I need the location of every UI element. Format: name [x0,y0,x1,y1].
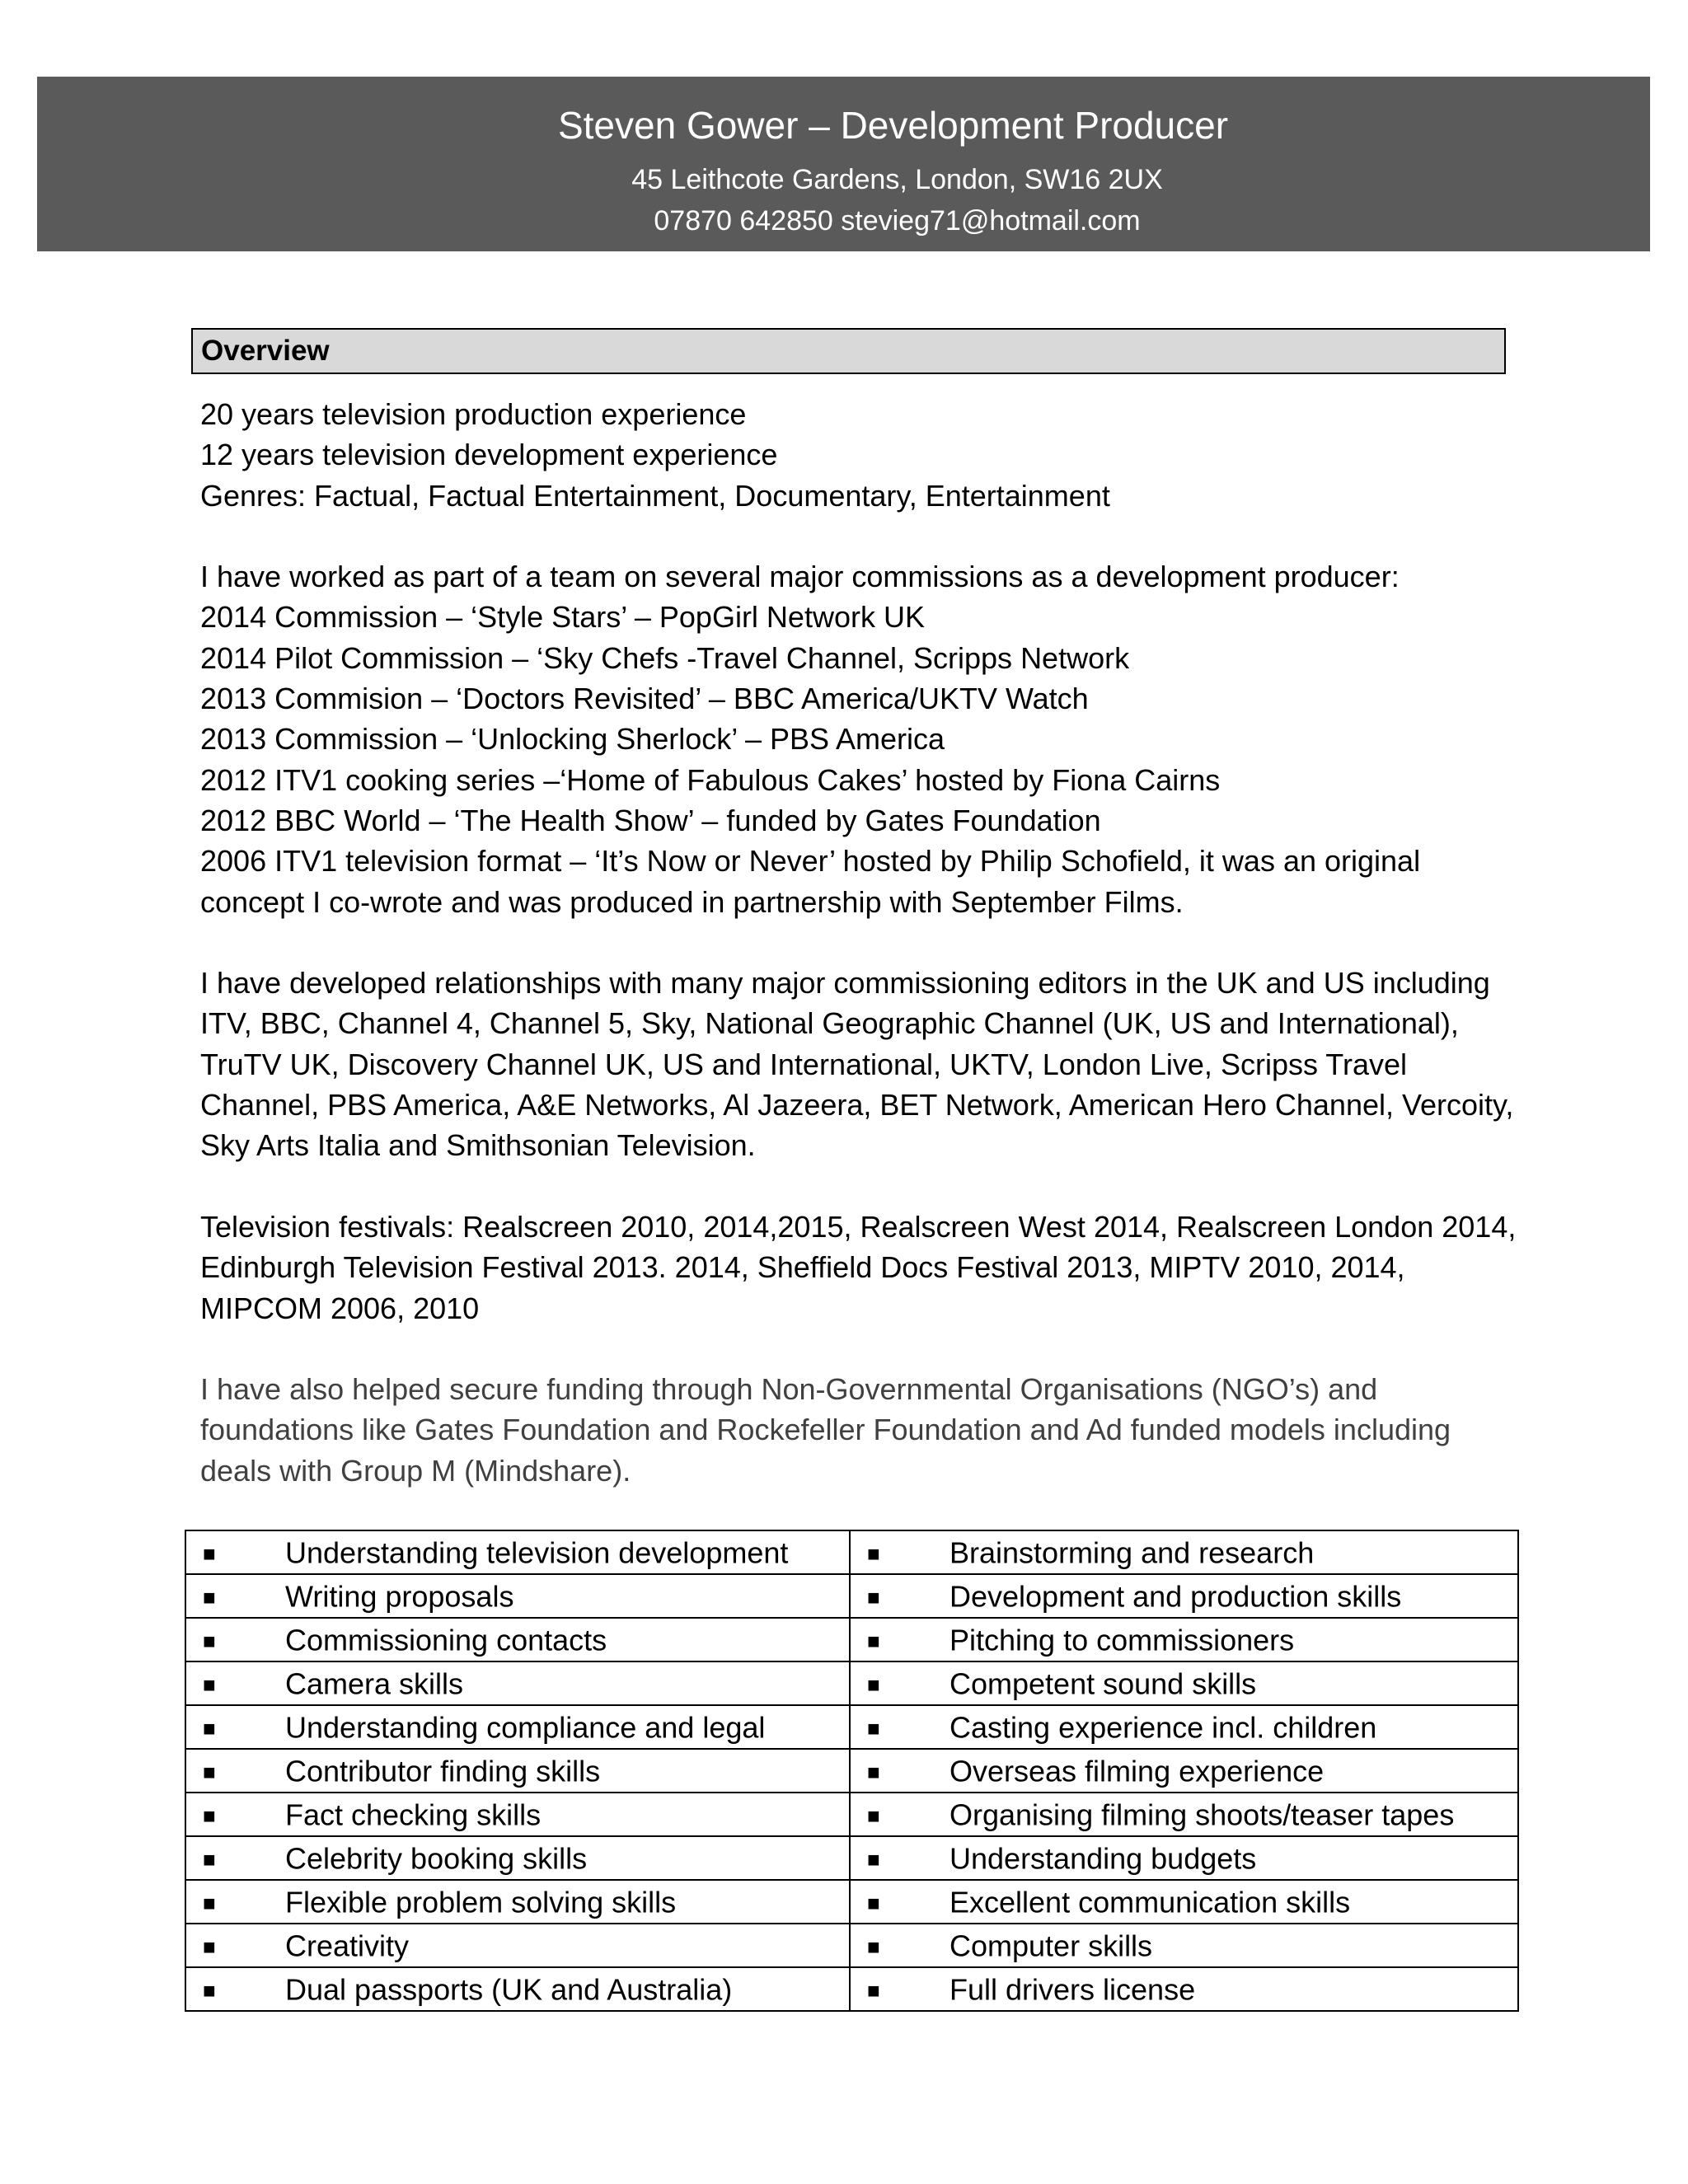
skill-label: Flexible problem solving skills [285,1885,677,1919]
skill-cell [850,1924,1518,1967]
skill-cell [850,1661,1518,1705]
skill-cell [185,1836,850,1880]
skill-label: Writing proposals [285,1579,514,1614]
skill-cell [185,1924,850,1967]
festivals-paragraph: Television festivals: Realscreen 2010, 2014,2015, Realscreen West 2014, Realscreen London 2014, Edinburgh Television Festival 2013. 2014, Sheffield Docs Festival 2013, MIPTV 2010, 2014, MIPCOM 2006, 2010 [200,1209,1517,1325]
skill-cell [185,1705,850,1749]
bullet-square-icon: ■ [867,1671,880,1697]
header-name-title: Steven Gower – Development Producer [557,104,1229,147]
skill-cell [850,1836,1518,1880]
header-band [37,77,1650,251]
skills-row [185,1705,1518,1749]
overview-heading: Overview [191,328,1506,374]
commission-item: 2013 Commission – ‘Unlocking Sherlock’ – PBS America [200,722,945,757]
skill-label: Competent sound skills [950,1666,1257,1701]
skills-row [185,1749,1518,1793]
skill-cell [850,1967,1518,2011]
header-address: 45 Leithcote Gardens, London, SW16 2UX [631,164,1163,195]
funding-paragraph: I have also helped secure funding through Non-Governmental Organisations (NGO’s) and foundations like Gates Foundation and Rockefeller Foundation and Ad funded models including deals with Group M (Mindshare). [200,1372,1451,1488]
skill-cell [185,1574,850,1618]
skill-cell [185,1880,850,1924]
commissions-intro: I have worked as part of a team on several major commissions as a development producer: [200,560,1400,594]
bullet-square-icon: ■ [867,1759,880,1784]
skills-row [185,1967,1518,2011]
header-contact: 07870 642850 stevieg71@hotmail.com [654,205,1141,237]
skill-cell [850,1530,1518,1574]
bullet-square-icon: ■ [867,1846,880,1872]
bullet-square-icon: ■ [203,1540,216,1566]
skills-table [185,1530,1519,2012]
skill-label: Brainstorming and research [950,1535,1315,1570]
skill-label: Organising filming shoots/teaser tapes [950,1797,1455,1832]
commission-item: 2014 Pilot Commission – ‘Sky Chefs -Travel Channel, Scripps Network [200,640,1130,675]
skill-cell [850,1705,1518,1749]
skill-label: Creativity [285,1929,410,1963]
bullet-square-icon: ■ [203,1628,216,1653]
skill-label: Dual passports (UK and Australia) [285,1972,733,2007]
bullet-square-icon: ■ [203,1977,216,2003]
bullet-square-icon: ■ [203,1890,216,1915]
skill-label: Development and production skills [950,1579,1402,1614]
paragraph-gap [200,1166,1519,1207]
bullet-square-icon: ■ [867,1802,880,1828]
skill-cell [185,1661,850,1705]
skill-cell [850,1618,1518,1661]
paragraph-gap [200,516,1519,556]
skills-row [185,1793,1518,1836]
commission-item: 2006 ITV1 television format – ‘It’s Now or Never’ hosted by Philip Schofield, it was an original concept I co-wrote and was produced in partnership with September Films. [200,844,1421,919]
skill-cell [850,1749,1518,1793]
skills-row [185,1836,1518,1880]
commission-item: 2012 BBC World – ‘The Health Show’ – funded by Gates Foundation [200,803,1101,837]
bullet-square-icon: ■ [867,1715,880,1741]
bullet-square-icon: ■ [867,1628,880,1653]
bullet-square-icon: ■ [867,1890,880,1915]
skill-label: Computer skills [950,1929,1153,1963]
skill-label: Commissioning contacts [285,1623,607,1657]
bullet-square-icon: ■ [203,1671,216,1697]
bullet-square-icon: ■ [203,1715,216,1741]
bullet-square-icon: ■ [203,1584,216,1610]
skills-row [185,1618,1518,1661]
skill-cell [185,1530,850,1574]
summary-line: Genres: Factual, Factual Entertainment, Documentary, Entertainment [200,478,1110,513]
skill-cell [850,1793,1518,1836]
skill-label: Full drivers license [950,1972,1196,2007]
bullet-square-icon: ■ [867,1584,880,1610]
skill-cell [850,1880,1518,1924]
skills-row [185,1530,1518,1574]
skill-cell [185,1749,850,1793]
skills-row [185,1661,1518,1705]
skill-label: Overseas filming experience [950,1754,1325,1788]
skill-label: Excellent communication skills [950,1885,1351,1919]
summary-line: 12 years television development experience [200,438,778,472]
bullet-square-icon: ■ [203,1933,216,1959]
relationships-paragraph: I have developed relationships with many major commissioning editors in the UK and US including ITV, BBC, Channel 4, Channel 5, Sky, National Geographic Channel (UK, US and International), TruTV UK, Discovery Channel UK, US and International, UKTV, London Live, Scripss Travel Channel, PBS America, A&E Networks, Al Jazeera, BET Network, American Hero Channel, Vercoity, Sky Arts Italia and Smithsonian Television. [200,966,1514,1163]
skill-label: Understanding television development [285,1535,789,1570]
skill-label: Understanding compliance and legal [285,1710,766,1745]
skill-label: Camera skills [285,1666,464,1701]
skill-cell [185,1967,850,2011]
commission-item: 2012 ITV1 cooking series –‘Home of Fabulous Cakes’ hosted by Fiona Cairns [200,762,1221,797]
skills-row [185,1880,1518,1924]
skill-label: Pitching to commissioners [950,1623,1295,1657]
bullet-square-icon: ■ [867,1933,880,1959]
skill-label: Contributor finding skills [285,1754,601,1788]
skills-row [185,1924,1518,1967]
commission-item: 2014 Commission – ‘Style Stars’ – PopGirl Network UK [200,600,925,635]
bullet-square-icon: ■ [867,1977,880,2003]
skill-cell [185,1618,850,1661]
skills-row [185,1574,1518,1618]
skill-label: Fact checking skills [285,1797,542,1832]
bullet-square-icon: ■ [867,1540,880,1566]
bullet-square-icon: ■ [203,1846,216,1872]
bullet-square-icon: ■ [203,1802,216,1828]
skill-cell [850,1574,1518,1618]
paragraph-gap [200,922,1519,963]
skill-label: Casting experience incl. children [950,1710,1377,1745]
skill-label: Understanding budgets [950,1841,1257,1876]
bullet-square-icon: ■ [203,1759,216,1784]
overview-body [200,394,1519,1491]
commission-item: 2013 Commision – ‘Doctors Revisited’ – BBC America/UKTV Watch [200,682,1089,716]
skill-cell [185,1793,850,1836]
paragraph-gap [200,1329,1519,1369]
summary-line: 20 years television production experience [200,397,747,431]
skill-label: Celebrity booking skills [285,1841,588,1876]
